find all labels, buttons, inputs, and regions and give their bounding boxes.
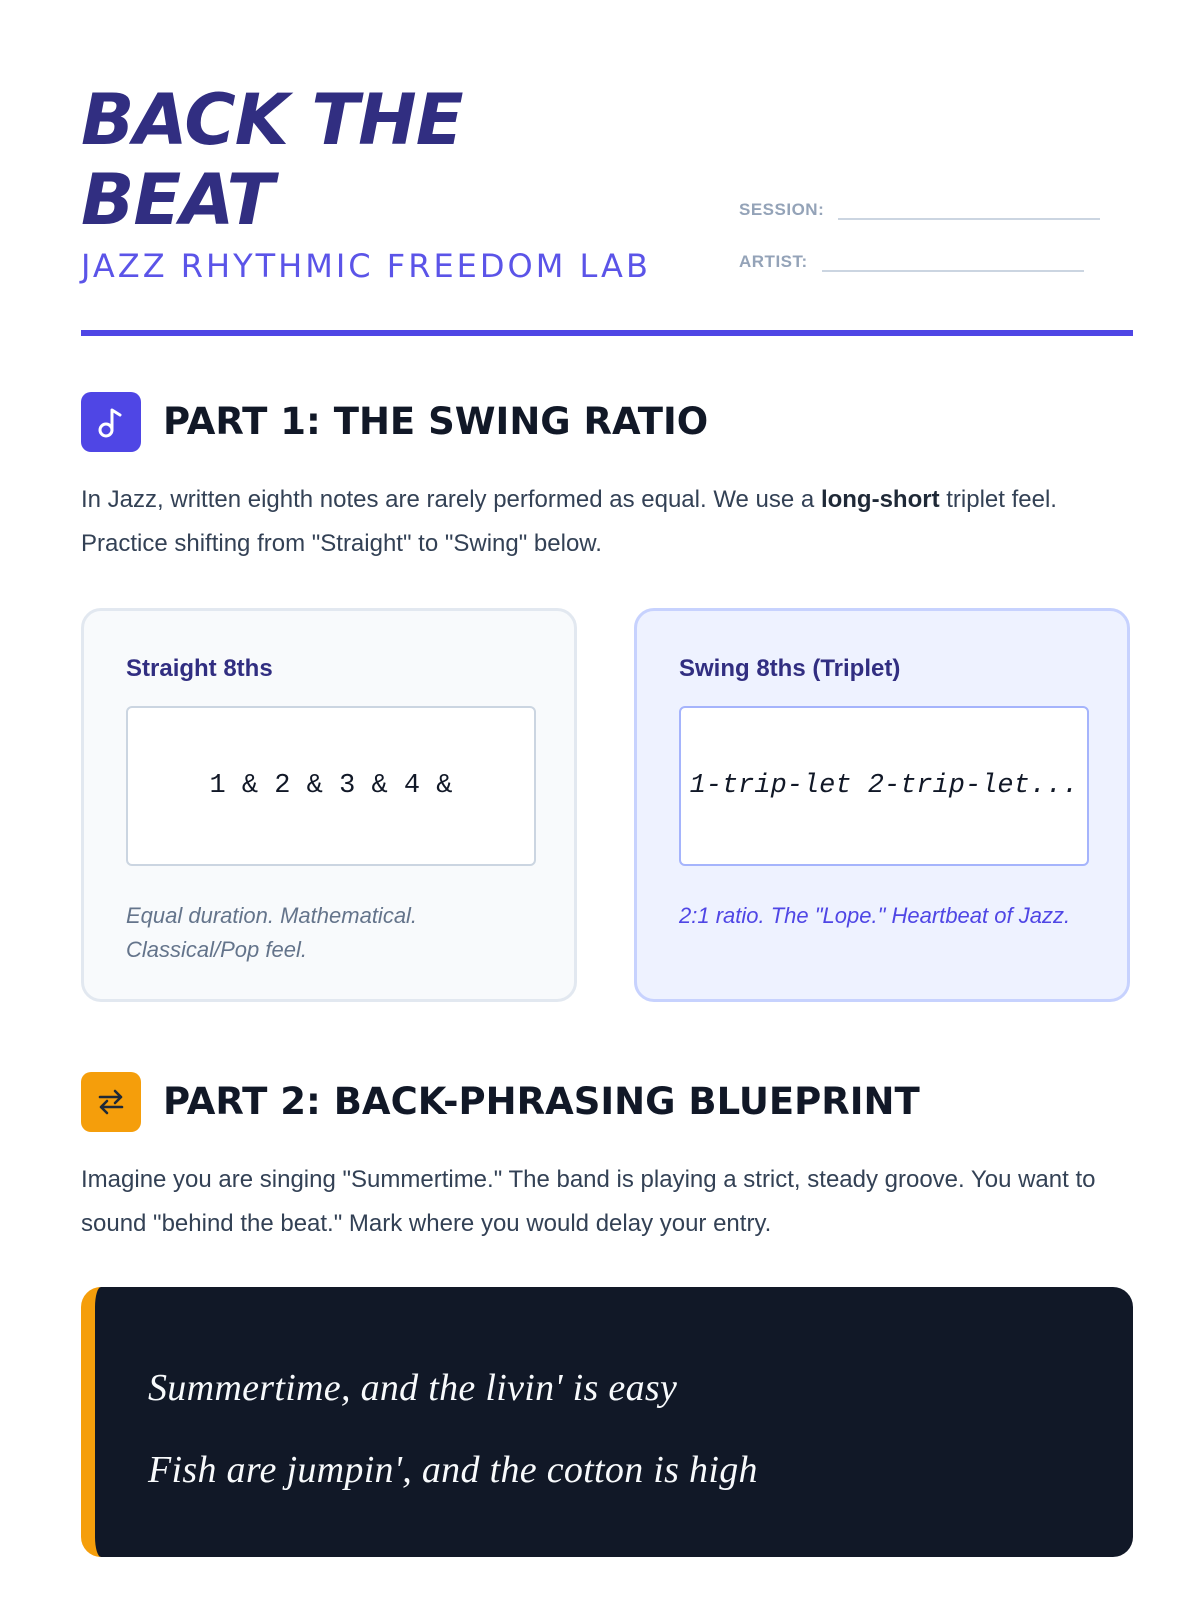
part1-intro-emphasis: long-short	[820, 486, 940, 513]
lyric-line[interactable]: Summertime, and the livin' is easy	[148, 1367, 678, 1409]
lyrics-block	[81, 1287, 1133, 1557]
rhythm-pattern-box: 1 & 2 & 3 & 4 &	[126, 706, 536, 866]
card-note: 2:1 ratio. The "Lope." Heartbeat of Jazz.	[679, 903, 1071, 928]
session-label: SESSION:	[739, 200, 825, 219]
artist-field-row	[739, 248, 1084, 272]
card-note: Equal duration. Mathematical. Classical/Pop feel.	[126, 903, 418, 962]
card-title: Swing 8ths (Triplet)	[679, 655, 901, 682]
swing-eighths-card	[634, 608, 1130, 1002]
session-input-line[interactable]	[838, 196, 1100, 220]
part2-intro: Imagine you are singing "Summertime." The band is playing a strict, steady groove. You want to sound "behind the beat." Mark where you would delay your entry.	[81, 1166, 1096, 1237]
part1-intro	[81, 478, 1133, 566]
worksheet-page	[81, 0, 1133, 1600]
artist-input-line[interactable]	[822, 248, 1084, 272]
music-note-icon	[81, 392, 141, 452]
artist-label: ARTIST:	[739, 252, 808, 271]
rhythm-pattern-box: 1-trip-let 2-trip-let...	[679, 706, 1089, 866]
card-title: Straight 8ths	[126, 655, 273, 682]
header-divider	[81, 330, 1133, 336]
lyric-line[interactable]: Fish are jumpin', and the cotton is high	[148, 1449, 758, 1491]
part1-intro-text-end: triplet feel. Practice shifting from "Straight" to "Swing" below.	[81, 486, 1057, 557]
page-title: BACK THE BEAT	[81, 79, 463, 241]
part1-intro-text: In Jazz, written eighth notes are rarely performed as equal. We use a	[81, 486, 821, 513]
swap-arrows-icon	[81, 1072, 141, 1132]
session-field-row	[739, 196, 1100, 220]
straight-eighths-card	[81, 608, 577, 1002]
part2-title: PART 2: BACK-PHRASING BLUEPRINT	[163, 1080, 920, 1123]
part1-title: PART 1: THE SWING RATIO	[163, 400, 709, 443]
page-subtitle: JAZZ RHYTHMIC FREEDOM LAB	[81, 247, 651, 285]
